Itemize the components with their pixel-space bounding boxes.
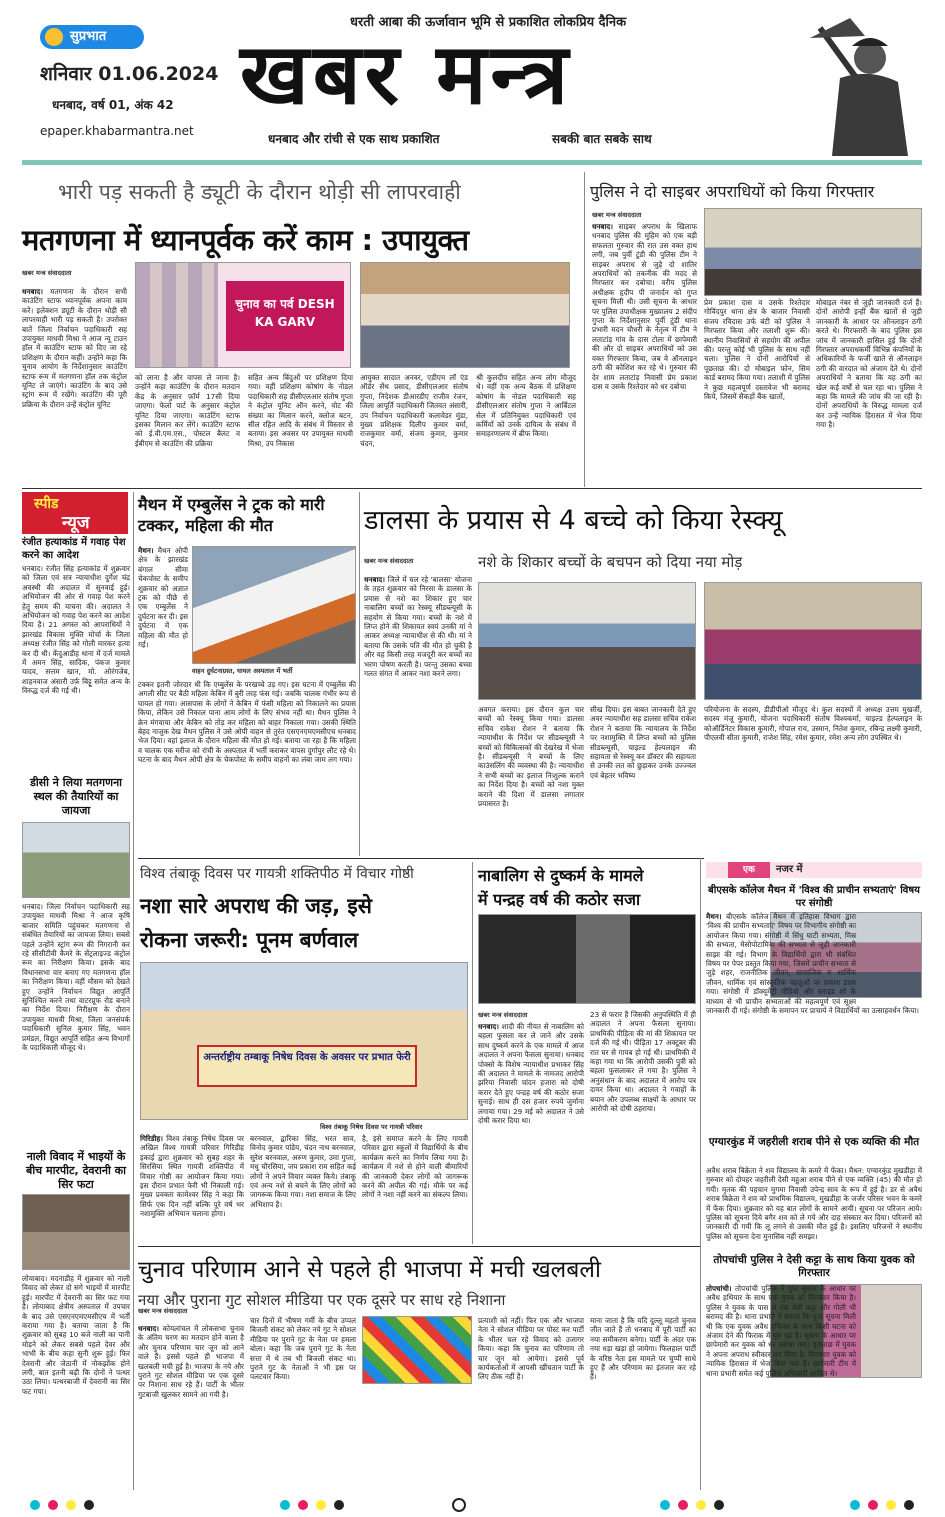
bjp-col-3: प्रत्याशी को नहीं। फिर एक और भाजपा नेता ने सोशल मीडिया पर पोस्ट कर पार्टी के भीतर चल रहे विवाद को उजागर किया। कहा कि चुनाव का परिणाम तो चार जून को आयेगा। इससे पूर्व कार्यकर्ताओं में आपसी खींचतान पार्टी के लिए ठीक नहीं है।	[478, 1316, 584, 1382]
cyber-col-1	[592, 222, 697, 484]
miner-statue-icon	[790, 18, 925, 156]
bjp-subhead: नया और पुराना गुट सोशल मीडिया पर एक दूसरे पर साध रहे निशाना	[138, 1291, 506, 1309]
dalsa-col-2: अवगत कराया। इस दौरान कुल चार बच्चों को रेस्क्यू किया गया। डालसा सचिव राकेश रोशन ने बताया कि न्यायाधीश के निर्देश पर सीडब्ल्यूसी ने बच्चों को चिकित्सकों की देखरेख में भेजा है। सीडब्ल्यूसी ने बच्चों के लिए काउंसलिंग की व्यवस्था की है। न्यायाधीश ने सभी बच्चों का इलाज निःशुल्क कराने का निर्देश दिया है। बच्चों को नशा मुक्त कराने की दिशा में डालसा लगातार प्रयासरत है।	[478, 705, 584, 809]
epaper-link[interactable]: epaper.khabarmantra.net	[40, 124, 194, 138]
lead-col-1-text: मतगणना के दौरान सभी काउंटिंग स्टाफ ध्यानपूर्वक अपना काम करें। इलेक्शन ड्यूटी के दौरान थोड़ी सी लापरवाही भारी पड़ सकती है। उपरोक्त बातें जिला निर्वाचन पदाधिकारी सह उपायुक्त माधवी मिश्रा ने आज न्यू टाउन हॉल में काउंटिंग स्टाफ को दिए जा रहे प्रशिक्षण के दौरान कहीं। उन्होंने कहा कि चुनाव आयोग के निर्देशानुसार काउंटिंग स्टाफ रूम में मतगणना हॉल तक कंट्रोल यूनिट ले जाएंगे। काउंटिंग के बाद उसे स्ट्रांग रूम में रखेंगे। काउंटिंग की पूरी प्रक्रिया के दौरान उन्हें कंट्रोल यूनिट	[22, 287, 127, 409]
minor-col-2: 23 से फरार है जिसकी अनुपस्थिति में ही अदालत ने अपना फैसला सुनाया। प्राथमिकी पीड़िता की मां की शिकायत पर दर्ज की गई थी। पीड़िता 17 अक्टूबर की रात घर से गायब हो गई थी। प्राथमिकी में कहा गया था कि आरोपी उसकी पुत्री को बहला फुसलाकर ले गया है। पुलिस ने अनुसंधान के बाद अदालत में आरोप पत्र दायर किया था। अदालत ने गवाहों के बयान और उपलब्ध साक्ष्यों के आधार पर आरोपी को दोषी ठहराया।	[590, 1010, 696, 1114]
tobacco-headline-1: नशा सारे अपराध की जड़, इसे	[140, 894, 372, 918]
lead-col-1	[22, 287, 127, 485]
dalsa-headline: डालसा के प्रयास से 4 बच्चे को किया रेस्क्यू	[364, 505, 783, 536]
lead-photo-banner	[135, 262, 351, 368]
ambulance-dateline: मैथन।	[138, 546, 154, 555]
arrest-photo-spacer	[856, 1284, 922, 1378]
registration-mark	[66, 1500, 76, 1510]
ek-nazar-prefix: एक	[728, 862, 770, 878]
minor-headline-2: में पन्द्रह वर्ष की कठोर सजा	[478, 890, 641, 909]
tobacco-col-3: है, इसे समाप्त करने के लिए गायत्री परिवार द्वारा स्कूलों में विद्यार्थियों के बीच कार्यक्रम करने का निर्णय लिया गया है। कार्यक्रम में नशे से होने वाली बीमारियों की जानकारी देकर लोगों को जागरूक करने की अपील की गई। मौके पर कई लोगों ने नशा नहीं करने का संकल्प लिया।	[362, 1134, 468, 1200]
lead-col-5: श्री कुलदीप सहित अन्य लोग मौजूद थे। वहीं एक अन्य बैठक में प्रशिक्षण कोषांग के नोडल पदाधिकारी सह डीसीएलआर संतोष गुप्ता ने आर्बिटल सेल में प्रतिनियुक्त पदाधिकारी एवं कर्मियों को उनके दायित्व के संबंध में समाहरणालय में ब्रीफ किया।	[476, 373, 576, 439]
column-divider	[700, 858, 701, 1490]
ek-nazar-header	[706, 862, 922, 878]
ambulance-caption: वाहन दुर्घटनाग्रस्त, घायल अस्पताल में भर्ती	[192, 667, 293, 675]
dalsa-dateline: धनबाद।	[364, 575, 385, 584]
arrest-body-text: तोपचांची पुलिस ने गुप्त सूचना के आधार पर अवैध हथियार के साथ एक युवक को गिरफ्तार किया है। पुलिस ने युवक के पास से एक देसी कट्टा और गोली भी बरामद की है। थाना प्रभारी ने बताया कि गुप्त सूचना मिली थी कि एक युवक अवैध हथियार के साथ किसी घटना को अंजाम देने की फिराक में घूम रहा है। सूचना के आधार पर छापेमारी कर युवक को धर दबोचा गया। पूछताछ में युवक ने अपना अपराध स्वीकार कर लिया है। गिरफ्तार युवक को न्यायिक हिरासत में भेज दिया गया है। छापेमारी टीम में थाना प्रभारी समेत कई पुलिस अधिकारी शामिल थे।	[706, 1284, 856, 1378]
tobacco-col-1-text: विश्व तंबाकू निषेध दिवस पर अखिल विश्व गायत्री परिवार गिरिडीह इकाई द्वारा शुक्रवार को सुबह शहर के सिरसिया स्थित गायत्री शक्तिपीठ में विचार गोष्ठी का आयोजन किया गया। इस दौरान प्रभात फेरी भी निकाली गई। मुख्य प्रवक्ता कामेश्वर सिंह ने कहा कि सिर्फ एक दिन नहीं बल्कि पूरे वर्ष भर नशामुक्ति अभियान चलाना होगा।	[140, 1134, 244, 1219]
ambulance-col-1	[138, 546, 188, 664]
crosshair-icon	[452, 1498, 466, 1512]
registration-mark	[660, 1500, 670, 1510]
registration-mark	[334, 1500, 344, 1510]
masthead-tagline: धरती आबा की ऊर्जावान भूमि से प्रकाशित लोकप्रिय दैनिक	[350, 15, 627, 30]
section-divider	[138, 858, 704, 859]
arrest-body	[706, 1284, 922, 1488]
bjp-col-1	[138, 1324, 244, 1488]
sister-brand-badge	[40, 25, 144, 49]
tobacco-kicker: विश्व तंबाकू दिवस पर गायत्री शक्तिपीठ में विचार गोष्ठी	[140, 866, 414, 882]
registration-mark	[850, 1500, 860, 1510]
registration-mark	[280, 1500, 290, 1510]
registration-mark	[298, 1500, 308, 1510]
speed-news-label-top: स्पीड	[34, 496, 59, 512]
speed-item-3-head: नाली विवाद में भाइयों के बीच मारपीट, देवरानी का सिर फटा	[26, 1150, 126, 1191]
masthead-mascot-image	[790, 18, 925, 156]
speed-item-1-head: रंजीत हत्याकांड में गवाह पेश करने का आदेश	[22, 537, 126, 561]
minor-headline-1: नाबालिग से दुष्कर्म के मामले	[478, 866, 644, 885]
speed-item-2-photo	[22, 822, 130, 898]
lead-col-2: को लाना है और वापस ले जाना है। उन्होंने कहा काउंटिंग के दौरान मतदान केंद्र के अनुसार फ़ॉर्म 17सी दिया जाएगा। फेलो पार्ट के अनुसार कंट्रोल यूनिट दिया जाएगा। काउंटिंग स्टाफ इसका मिलान कर लेंगे। काउंटिंग स्टाफ को ई.वी.एम.एस., पोस्टल बैलट व ईबीएम से काउंटिंग की प्रक्रिया	[135, 373, 240, 448]
dalsa-col-4: परियोजना के सदस्य, डीडीपीओ मौजूद थे। कुल सदस्यों में अध्यक्ष उत्तम मुखर्जी, सदस्य मंजू कुमारी, योजना पदाधिकारी संतोष विश्वकर्मा, चाइल्ड हेल्पलाइन के कोऑर्डिनेटर विकास कुमारी, गोपाल राय, उस्मान, नितेश कुमार, रबिन्द्र लक्ष्मी कुमारी, पीएलवी सीता कुमारी, राजेश सिंह, रमेश कुमार, रमेश अन्य लोग उपस्थित थे।	[704, 705, 922, 743]
cyber-byline: खबर मन्त्र संवाददाता	[592, 211, 642, 219]
masthead-sub-left: धनबाद और रांची से एक साथ प्रकाशित	[268, 132, 440, 146]
column-divider	[359, 492, 360, 856]
bjp-col-2: चार दिनों में भीषण गर्मी के बीच उप्पल बिजली संकट को लेकर नये गुट ने सोशल मीडिया पर पुराने गुट के नेता पर हमला बोला। कहा कि जब पुराने गुट के नेता सत्ता में थे तब भी बिजली संकट था। पुराने गुट के नेताओं ने भी इस पर पलटवार किया।	[250, 1316, 356, 1382]
cyber-col-3: मोबाइल नंबर से जुड़ी जानकारी दर्ज हैं। दोनों आरोपी इन्हीं बैंक खातों से जुड़ी जानकारी के आधार पर ऑनलाइन ठगी करते थे। गिरफ्तारी के बाद पुलिस इस जांच में जानकारी हासिल हुई कि दोनों गिरफ्तार अपराधकर्मी विभिन्न कंपनियों के अधिकारियों के फर्जी खाते से ऑनलाइन ठगी की वारदात को अंजाम देते थे। दोनों अपराधियों ने बताया कि यह ठगी का खेल कई वर्षों से चल रहा था। पुलिस ने कहा कि मामले की जांच की जा रही है। दोनों अपराधियों के विरुद्ध मामला दर्ज कर उन्हें न्यायिक हिरासत में भेज दिया गया है।	[816, 298, 922, 430]
registration-mark	[868, 1500, 878, 1510]
registration-mark	[30, 1500, 40, 1510]
lead-photo-hall	[360, 262, 570, 368]
dalsa-byline: खबर मन्त्र संवाददाता	[364, 557, 414, 565]
lead-col-4: आयुक्त सादात अनवर, एडीएम लॉ एंड ऑर्डर सेंथ प्रसाद, डीसीएलआर संतोष गुप्ता, निदेशक डीआरडीए राजीव रंजन, जिला आपूर्ति पदाधिकारी जितवत अंसारी, उप निर्वाचन पदाधिकारी कलावेडर मुंडा, मुख्य प्रशिक्षक दिलीप कुमार वर्मा, राजकुमार वर्मा, संजय कुमार, कुमार चंदन,	[360, 373, 468, 448]
cyber-dateline: धनबाद।	[592, 222, 613, 231]
speed-item-3-body: लोयाबाद। मदनाडीह में शुक्रवार को नाली विवाद को लेकर दो सगे भाइयों में मारपीट हुई। मारपीट में देवरानी का सिर फट गया है। लोयाबाद क्षेत्रीय अस्पताल में उपचार के बाद उसे एसएनएमएमसीएच में भर्ती कराया गया है। बताया जाता है कि शुक्रवार को सुबह 10 बजे नाली का पानी मोड़ने को लेकर सबसे पहले देवर और भाभी के बीच कहा सुनी शुरू हुई। फिर देवरानी और जेठानी में नोकझोंक होने लगी, बात इतनी बढ़ी कि दोनों ने पत्थर उठा लिया। पत्थरबाजी में देवरानी का सिर फट गया।	[22, 1274, 130, 1396]
cyber-col-1-text: साइबर अपराध के खिलाफ धनबाद पुलिस की मुहिम को एक बड़ी सफलता गुरुवार की रात उस वक्त हाथ लगी, जब पुर्वी टुंडी की पुलिस टीम ने साइबर अपराध से जुड़े दो शातिर अपराधियों को तकनीक की मदद से गिरफ्तार कर दबोचा। वरीय पुलिस अधीक्षक हृदीप पी जनार्दन को गुप्त सूचना मिली थी। उसी सूचना के आधार पर पुलिस उपाधीक्षक मुख्यालय 2 संदीप गुप्ता के निर्देशानुसार पूर्वी टुंडी थाना प्रभारी मदन चौधरी के नेतृत्व में टीम ने लताटांड़ गांव के दास टोला में छापेमारी की और दो साइबर अपराधियों को उस वक्त गिरफ्तार किया, जब वे ऑनलाइन ठगी की कोशिश कर रहे थे। गुरुवार की देर शाम लताटांड़ निवासी प्रेम प्रकाश दास व उसके रिश्तेदार को धर दबोचा	[592, 222, 697, 391]
speed-news-badge	[22, 492, 128, 534]
registration-mark	[886, 1500, 896, 1510]
speed-news-label-bottom: न्यूज	[62, 513, 90, 533]
sister-brand-logo-icon	[45, 28, 63, 46]
tobacco-banner-text: अन्तर्राष्ट्रीय तम्बाकू निषेध दिवस के अवसर पर प्रभात फेरी	[197, 1045, 417, 1087]
dalsa-col-1-text: जिले में चल रहे 'बालसा' योजना के तहत शुक्रवार को निरसा के डालसा के प्रयास से नशे का शिकार हुए चार नाबालिग बच्चों का रेस्क्यू सीडब्ल्यूसी के सहयोग से किया गया। बच्चों के नशे में लिप्त होने की शिकायत स्वयं उनकी मां ने आकर अध्यक्ष न्यायाधीश से की थी। मां ने बताया कि उसके पति की मौत हो चुकी है और वह किसी तरह मजदूरी कर बच्चों का भरण पोषण करती है। परन्तु उसका बच्चा गलत संगत में आकर नशा करने लगा।	[364, 575, 472, 679]
dalsa-col-1	[364, 575, 472, 853]
minor-photo	[478, 914, 696, 1004]
bsk-dateline: मैथन।	[706, 912, 722, 921]
masthead-rule	[22, 160, 922, 165]
speed-item-2-body: धनबाद। जिला निर्वाचन पदाधिकारी सह उपायुक्त माधवी मिश्रा ने आज कृषि बाजार समिति पहुंचकर मतगणना से संबंधित तैयारियों का जायजा लिया। सबसे पहले उन्होंने स्ट्रांग रूम की निगरानी कर रहे सीसीटीवी कैमरे के सेंट्रलाइज्ड कंट्रोल रूम का निरीक्षण किया। इसके बाद विधानसभा वार बनाए गए मतगणना हॉल का निरीक्षण किया। वहीं मौसम को देखते हुए उन्होंने निर्वाचन विद्युत आपूर्ति सुनिश्चित करने तथा वाटरप्रूफ रोड बनाने का निर्देश दिया। निरीक्षण के दौरान उपायुक्त माधवी मिश्रा, जिला जनसंपर्क पदाधिकारी सुनिल कुमार सिंह, भवन प्रमंडल, विद्युत आपूर्ति सहित अन्य विभागों के पदाधिकारी मौजूद थे।	[22, 902, 130, 1053]
bsk-body-text: बीएसके कॉलेज मैथन में इतिहास विभाग द्वारा 'विश्व की प्राचीन सभ्यताएं' विषय पर विभागीय संगोष्ठी का आयोजन किया गया। संगोष्ठी में सिंधु घाटी सभ्यता, मिस्र की सभ्यता, मेसोपोटामिया की सभ्यता से जुड़ी जानकारी साझा की गई। विभाग के विद्यार्थियों द्वारा भी संबंधित विषय पर पेपर प्रस्तुत किया गया, जिसमें प्राचीन सभ्यता से जुड़े शहर, राजनीतिक जीवन, सामाजिक व आर्थिक जीवन, धार्मिक एवं सांस्कृतिक पहलुओं पर प्रकाश डाला गया। संगोष्ठी में डॉक्यूमेंट्री वीडियो और स्लाइड शो के माध्यम से भी प्राचीन सभ्यताओं की महत्वपूर्ण एवं सूक्ष्म जानकारी दी गई। संगोष्ठी के समापन पर प्राचार्य ने विद्यार्थियों का उत्साहवर्धन किया।	[706, 912, 919, 1016]
lead-byline: खबर मन्त्र संवाददाता	[22, 269, 72, 277]
dalsa-photo-2	[704, 582, 922, 700]
lead-col-3: सहित अन्य बिंदुओं पर प्रशिक्षण दिया गया। वहीं प्रशिक्षण कोषांग के नोडल पदाधिकारी सह डीसीएलआर संतोष गुप्ता ने कंट्रोल यूनिट ऑन करने, वोट की संख्या का मिलान करने, क्लोज बटन, सील रहित आदि के संबंध में विस्तार से बताया। इस अवसर पर उपायुक्त माधवी मिश्रा, उप निकास	[248, 373, 353, 448]
registration-mark	[48, 1500, 58, 1510]
dalsa-photo-1	[478, 582, 696, 700]
bjp-col-4: माना जाता है कि यदि दुल्लू महतो चुनाव जीत जाते हैं तो धनबाद में पूरी पार्टी का नया समीकरण बनेगा। पार्टी के अंदर एक नया धड़ा खड़ा हो जायेगा। फिलहाल पार्टी के वरिष्ठ नेता इस मामले पर चुप्पी साधे हुए हैं और परिणाम का इंतजार कर रहे हैं।	[590, 1316, 696, 1382]
speed-item-1-body: धनबाद। रंजीत सिंह हत्याकांड में शुक्रवार को जिला एवं सत्र न्यायाधीश दुर्गेश चंद्र अवस्थी की अदालत में सुनवाई हुई। अभियोजन की ओर से गवाह पेश करने हेतु समय की याचना की। अदालत ने अभियोजन को गवाह पेश करने का आदेश दिया है। 21 अगस्त को आपराधियों ने झारखंड विकास मुक्ति मोर्चा के जिला अध्यक्ष रंजीत सिंह को गोली मारकर हत्या कर दी थी। केंदुआडीह थाना में दर्ज मामले में अमन सिंह, सादिक, पंकज कुमार यादव, सत्तम खान, मो. ओरंगजेब, शाहनवाज अंसारी उर्फ़ बिट्टू समेत अन्य के विरुद्ध दर्ज की गई थी।	[22, 564, 130, 696]
column-divider	[472, 862, 473, 1244]
issue-date: शनिवार 01.06.2024	[40, 63, 219, 85]
speed-item-3-photo	[22, 1194, 130, 1270]
ambulance-photo	[192, 546, 356, 664]
minor-dateline: धनबाद।	[478, 1022, 499, 1031]
minor-col-1-text: शादी की नीयत से नाबालिग को बहला फुसला कर ले जाने और उसके साथ दुष्कर्म करने के एक मामले में आज अदालत ने अपना फैसला सुनाया। धनबाद पोक्सो के विशेष न्यायाधीश प्रभाकर सिंह की अदालत ने मामले के नामजद आरोपी झरिया निवासी चांदन हजारा को दोषी करार देते हुए पन्द्रह वर्ष की कठोर सजा सुनाई। साथ ही दस हजार रुपये जुर्माना लगाया गया। 29 मई को अदालत ने उसे दोषी करार दिया था।	[478, 1022, 584, 1126]
minor-byline: खबर मन्त्र संवाददाता	[478, 1011, 528, 1019]
cyber-col-2: प्रेम प्रकाश दास व उसके रिश्तेदार गोविंदपुर थाना क्षेत्र के बाजार निवासी संजय रविदास उर्फ बंटी को पुलिस ने गिरफ्तार किया और तलाशी शुरू की। स्थानीय निवासियों से सहयोग की अपील की। परन्तु कोई भी पुलिस के साथ नहीं चला। पुलिस ने दोनों आरोपियों से पूछताछ की। दो मोबाइल फोन, सिम कार्ड बरामद किया गया। तलाशी में पुलिस ने कुछ महत्वपूर्ण दस्तावेज भी बरामद किये, जिसमें सैकड़ों बैंक खातों,	[704, 298, 810, 402]
alcohol-headline: एग्यारकुंड में जहरीली शराब पीने से एक व्यक्ति की मौत	[708, 1136, 920, 1148]
alcohol-body: अवैध शराब बिक्रेता ने शव विद्यालय के कमरे में फेंका। मैथन: एग्यारकुंड मुखडीहा में गुरुवार को दोपहर जहरीली देसी महुआ शराब पीने से एक व्यक्ति (45) की मौत हो गयी। मृतक की पहचान मुगमा निवासी उपेन्द्र साव के रूप में हुई है। डर से अवैध शराब बिक्रेता ने शव को प्राथमिक विद्यालय, मुखडीहा के जर्जर परिसर भवन के कमरे में फेंक दिया। शुक्रवार को यह बात लोगों के सामने आयी। सूचना पर परिजन आये। पुलिस को सूचना दिये बगैर शव को ले गये और दाह संस्कार कर दिया। परिजनों को जानकारी दी गयी कि लू लगने से उसकी मौत हुई है। इसलिए परिजनों ने स्थानीय पुलिस को सूचना देना मुनासिब नहीं समझा।	[706, 1166, 922, 1241]
ambulance-body: टक्कर इतनी जोरदार थी कि एम्बुलेंस के परखच्चे उड़ गए। इस घटना में एम्बुलेंस की अगली सीट पर बैठी महिला केबिन में बुरी तरह फंस गई। जबकि चालक गंभीर रूप से घायल हो गया। आसपास के लोगों ने केबिन में फंसी महिला को निकालने का प्रयास किया, लेकिन उसे निकाल पाना आम लोगों के लिए संभव नहीं था। मैथन पुलिस ने क्रेन मंगवाया और केबिन को तोड़ कर महिला को बाहर निकाला गया। उसकी स्थिति बेहद नाजुक देख मैथन पुलिस ने उसे ओपी वाहन से तुरंत एसएनएमएमसीएच धनबाद भेज दिया। वहां इलाज के दौरान महिला की मौत हो गई। बताया जा रहा है कि महिला व चालक एक मरीज को रांची के अस्पताल में भर्ती कराकर वापस दुर्गापुर लौट रहे थे। घटना के बाद मैथन ओपी क्षेत्र के चेकपोस्ट के समीप वाहनों का लंबा जाम लग गया।	[138, 680, 356, 765]
issue-edition: धनबाद, वर्ष 01, अंक 42	[52, 98, 174, 112]
dalsa-subhead: नशे के शिकार बच्चों के बचपन को दिया नया मोड़	[478, 553, 743, 571]
lead-dateline: धनबाद।	[22, 287, 43, 296]
lead-banner-text: चुनाव का पर्व DESH KA GARV	[226, 281, 344, 351]
tobacco-headline-2: रोकना जरूरी: पूनम बर्णवाल	[140, 928, 359, 952]
minor-col-1	[478, 1022, 584, 1242]
bsk-photo-spacer	[856, 912, 922, 998]
tobacco-dateline: गिरिडीह।	[140, 1134, 163, 1143]
dalsa-col-3: सीख दिया। इस बाबत जानकारी देते हुए अवर न्यायाधीश सह डालसा सचिव राकेश रोशन ने बताया कि न्यायालय के निर्देश पर नशामुक्ति में लिप्त बच्चों को पुलिस सीडब्ल्यूसी, चाइल्ड हेल्पलाइन की सहायता से रेस्क्यू कर डॉक्टर की सहायता से उनकी लत को छुड़ाकर उनके उज्ज्वल एवं बेहतर भविष्य	[590, 705, 696, 780]
column-divider	[133, 492, 134, 1490]
registration-mark	[84, 1500, 94, 1510]
tobacco-photo	[140, 962, 468, 1120]
bjp-byline: खबर मन्त्र संवाददाता	[138, 1307, 188, 1315]
lead-kicker: भारी पड़ सकती है ड्यूटी के दौरान थोड़ी सी लापरवाही	[58, 180, 461, 204]
bjp-photo	[362, 1316, 472, 1384]
ambulance-headline: मैथन में एम्बुलेंस ने ट्रक को मारी टक्कर, महिला की मौत	[138, 495, 325, 535]
bsk-body	[706, 912, 922, 1130]
arrest-dateline: तोपचांची।	[706, 1284, 732, 1293]
sister-brand-label: सुप्रभात	[70, 29, 107, 44]
tobacco-col-1	[140, 1134, 244, 1242]
speed-item-2-head: डीसी ने लिया मतगणना स्थल की तैयारियों का जायजा	[29, 776, 123, 817]
column-divider	[584, 172, 585, 487]
cyber-photo	[704, 208, 922, 296]
bjp-headline: चुनाव परिणाम आने से पहले ही भाजपा में मची खलबली	[138, 1257, 601, 1283]
arrest-headline: तोपचांची पुलिस ने देसी कट्टा के साथ किया युवक को गिरफ्तार	[713, 1254, 915, 1279]
registration-mark	[696, 1500, 706, 1510]
registration-mark	[904, 1500, 914, 1510]
lead-headline: मतगणना में ध्यानपूर्वक करें काम : उपायुक्त	[22, 223, 469, 257]
tobacco-caption: विश्व तंबाकू निषेध दिवस पर गायत्री परिवार	[320, 1123, 423, 1131]
registration-mark	[678, 1500, 688, 1510]
ek-nazar-label: नजर में	[776, 864, 803, 875]
bjp-col-1-text: कोयलांचल में लोकसभा चुनाव के अंतिम चरण का मतदान होने वाला है और चुनाव परिणाम चार जून को आने वाले हैं। इससे पहले ही भाजपा में खलबली मची हुई है। भाजपा के नये और पुराने गुट सोशल मीडिया पर एक दूसरे पर निशाना साध रहे हैं। पार्टी के भीतर गुटबाजी खुलकर सामने आ गयी है।	[138, 1324, 244, 1399]
cyber-headline: पुलिस ने दो साइबर अपराधियों को किया गिरफ्तार	[590, 182, 875, 201]
bjp-dateline: धनबाद।	[138, 1324, 159, 1333]
masthead-sub-right: सबकी बात सबके साथ	[552, 132, 652, 146]
registration-mark	[714, 1500, 724, 1510]
tobacco-col-2: बरनवाल, द्वारिका सिंह, भरत साव, विनोद कुमार पांडेय, चंदन नाथ बरनवाल, सुरेश बरनवाल, अरुण कुमार, उमा गुप्ता, मधु चौरसिया, जय प्रकाश राम सहित कई लोगों ने अपने विचार व्यक्त किये। तंबाकू एवं अन्य नशे से बचने के लिए लोगों को जागरूक किया गया। नशा समाज के लिए अभिशाप है।	[250, 1134, 356, 1209]
bsk-headline: बीएसके कॉलेज मैथन में 'विश्व की प्राचीन सभ्यताएं' विषय पर संगोष्ठी	[708, 885, 920, 909]
ambulance-col-1-text: मैथन ओपी क्षेत्र के झारखंड बंगाल सीमा चेकपोस्ट के समीप शुक्रवार को अज्ञात ट्रक को पीछे से एक एम्बुलेंस ने दुर्घटना कर दी। इस दुर्घटना में एक महिला की मौत हो गई।	[138, 546, 188, 650]
section-divider	[138, 1246, 700, 1247]
section-divider	[22, 488, 922, 489]
registration-mark	[316, 1500, 326, 1510]
masthead-title: खबर मन्त्र	[240, 25, 573, 123]
